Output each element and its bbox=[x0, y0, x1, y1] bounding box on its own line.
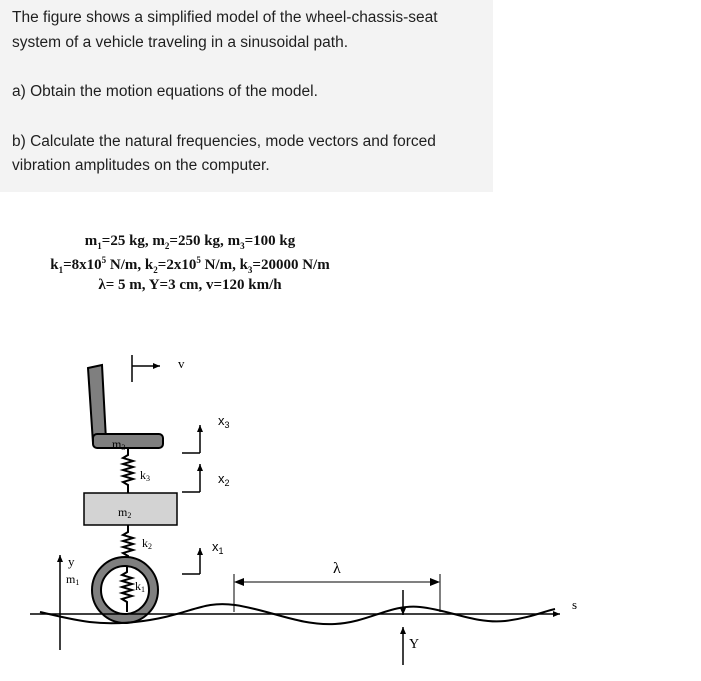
k3-label: k3 bbox=[140, 468, 150, 483]
m2-label: m2 bbox=[118, 505, 132, 520]
spring-k3 bbox=[123, 448, 133, 493]
x3-label: $x_3$ bbox=[218, 413, 230, 430]
x2-arrow bbox=[182, 464, 200, 492]
velocity-arrow bbox=[132, 355, 160, 382]
params-stiffness: $k_1=8x10^5$ N/m, $k_2=2x10^5$ N/m, $k_3=20000$ N/m bbox=[50, 255, 330, 275]
s-label: s bbox=[572, 597, 578, 612]
y-label: y bbox=[68, 554, 75, 569]
question-part-a: a) Obtain the motion equations of the model. bbox=[12, 83, 318, 100]
x1-label: $x_1$ bbox=[212, 539, 224, 556]
m1-label: m1 bbox=[66, 572, 80, 587]
question-part-b-line2: vibration amplitudes on the computer. bbox=[12, 157, 270, 174]
question-part-b-line1: b) Calculate the natural frequencies, mode vectors and forced bbox=[12, 133, 436, 150]
question-intro-line2: system of a vehicle traveling in a sinusoidal path. bbox=[12, 34, 349, 51]
x2-label: $x_2$ bbox=[218, 471, 230, 488]
params-road-speed: λ= 5 m, Y=3 cm, v=120 km/h bbox=[98, 277, 282, 293]
params-masses: $m_1=25$ kg, $m_2=250$ kg, $m_3=100$ kg bbox=[84, 233, 296, 251]
x1-arrow bbox=[182, 548, 200, 574]
lambda-label: λ bbox=[333, 560, 341, 577]
wheel-m1 bbox=[92, 557, 158, 623]
seat-m3 bbox=[88, 365, 163, 448]
m3-label: m3 bbox=[112, 437, 126, 452]
v-label: v bbox=[178, 356, 185, 371]
Y-label: Y bbox=[409, 637, 420, 652]
question-intro-line1: The figure shows a simplified model of the wheel-chassis-seat bbox=[12, 9, 438, 26]
k2-label: k2 bbox=[142, 536, 152, 551]
x3-arrow bbox=[182, 425, 200, 453]
k1-label: k1 bbox=[135, 579, 145, 594]
chassis-m2 bbox=[84, 493, 177, 525]
